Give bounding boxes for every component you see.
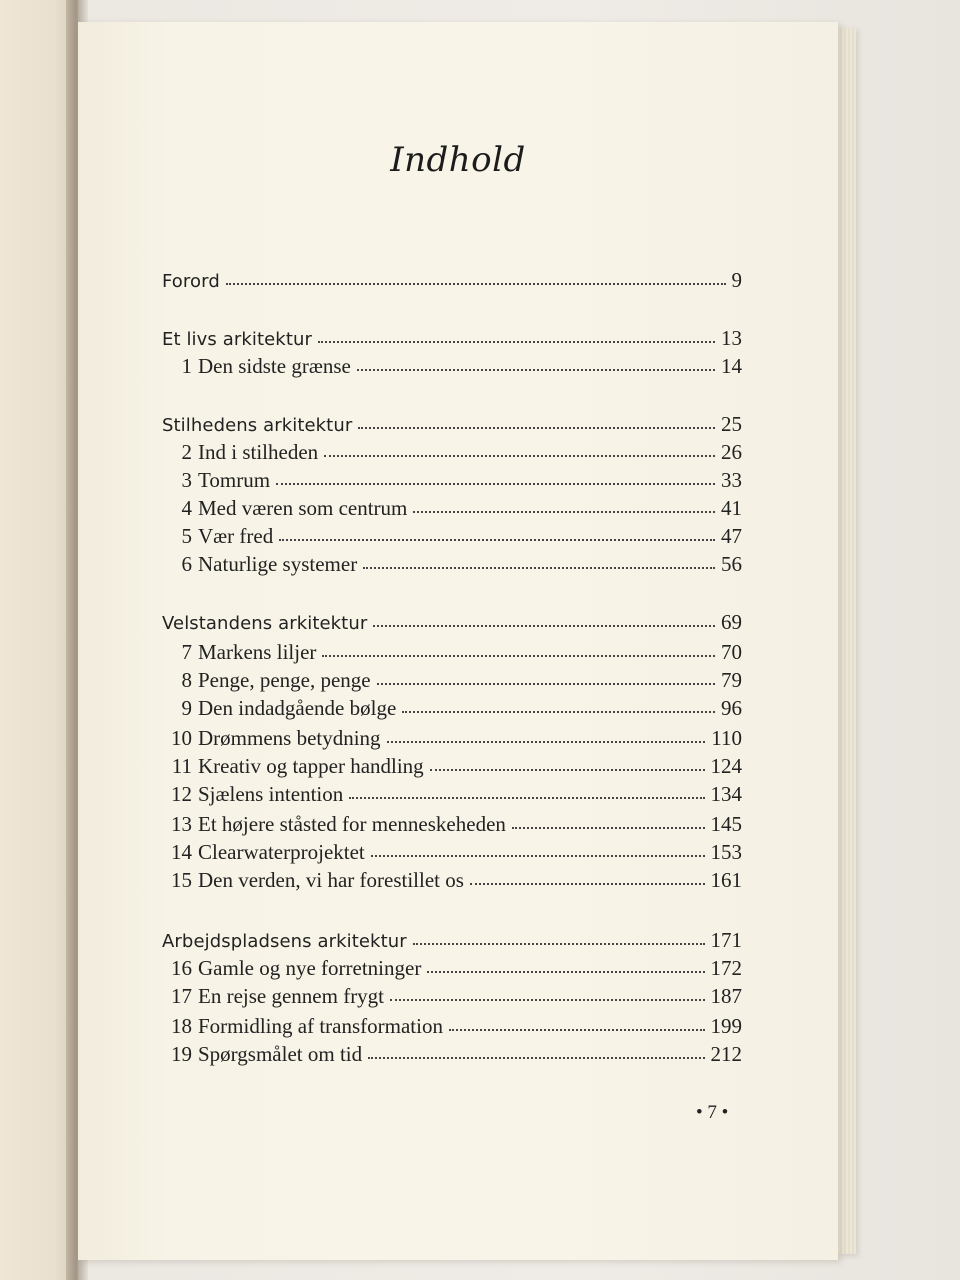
entry-page-number: 9 (731, 268, 742, 292)
entry-page-number: 199 (710, 1014, 742, 1038)
chapter-number: 6 (181, 552, 192, 576)
entry-page-number: 145 (710, 812, 742, 836)
entry-page-number: 33 (721, 468, 742, 492)
dot-leader (324, 454, 715, 457)
chapter-number: 4 (181, 496, 192, 520)
entry-page-number: 56 (721, 552, 742, 576)
dot-leader (357, 368, 715, 371)
dot-leader (226, 282, 726, 285)
entry-title: Et livs arkitektur (162, 329, 312, 350)
chapter-number: 5 (181, 524, 192, 548)
dot-leader (390, 998, 704, 1001)
dot-leader (512, 826, 705, 829)
chapter-number: 15 (171, 868, 192, 892)
chapter-number: 1 (181, 354, 192, 378)
entry-title: Et højere ståsted for menneskeheden (198, 812, 506, 836)
entry-title: Den verden, vi har forestillet os (198, 868, 464, 892)
toc-chapter-entry (162, 984, 742, 1016)
chapter-number: 19 (171, 1042, 192, 1066)
dot-leader (413, 942, 705, 945)
entry-page-number: 172 (710, 956, 742, 980)
dot-leader (371, 854, 705, 857)
dot-leader (373, 624, 715, 627)
toc-chapter-entry (162, 354, 742, 386)
entry-title: Den indadgående bølge (198, 696, 397, 720)
entry-page-number: 153 (710, 840, 742, 864)
entry-page-number: 25 (721, 412, 742, 436)
toc-chapter-entry (162, 782, 742, 814)
entry-page-number: 161 (710, 868, 742, 892)
entry-page-number: 124 (710, 754, 742, 778)
dot-leader (449, 1028, 705, 1031)
entry-title: En rejse gennem frygt (198, 984, 385, 1008)
dot-leader (349, 796, 704, 799)
entry-title: Den sidste grænse (198, 354, 351, 378)
chapter-number: 3 (181, 468, 192, 492)
entry-title: Velstandens arkitektur (162, 613, 368, 634)
dot-leader (427, 970, 704, 973)
entry-title: Penge, penge, penge (198, 668, 371, 692)
dot-leader (377, 682, 715, 685)
chapter-number: 10 (171, 726, 192, 750)
entry-title: Markens liljer (198, 640, 317, 664)
chapter-number: 11 (171, 754, 192, 778)
toc-chapter-entry (162, 552, 742, 584)
dot-leader (413, 510, 715, 513)
chapter-number: 7 (181, 640, 192, 664)
entry-title: Naturlige systemer (198, 552, 358, 576)
dot-leader (279, 538, 715, 541)
page-number: • 7 • (696, 1102, 729, 1123)
dot-leader (318, 340, 715, 343)
dot-leader (430, 768, 705, 771)
entry-page-number: 96 (721, 696, 742, 720)
entry-page-number: 110 (711, 726, 742, 750)
entry-page-number: 26 (721, 440, 742, 464)
toc-chapter-entry (162, 696, 742, 728)
entry-page-number: 13 (721, 326, 742, 350)
toc-chapter-entry (162, 1042, 742, 1074)
entry-title: Gamle og nye forretninger (198, 956, 422, 980)
entry-page-number: 14 (721, 354, 742, 378)
entry-page-number: 41 (721, 496, 742, 520)
entry-page-number: 212 (710, 1042, 742, 1066)
chapter-number: 13 (171, 812, 192, 836)
entry-title: Sjælens intention (198, 782, 344, 806)
entry-title: Med væren som centrum (198, 496, 408, 520)
entry-page-number: 79 (721, 668, 742, 692)
entry-page-number: 171 (710, 928, 742, 952)
dot-leader (363, 566, 715, 569)
toc-section-entry (162, 268, 742, 300)
entry-title: Clearwaterprojektet (198, 840, 365, 864)
dot-leader (387, 740, 706, 743)
chapter-number: 17 (171, 984, 192, 1008)
entry-page-number: 187 (710, 984, 742, 1008)
entry-title: Spørgsmålet om tid (198, 1042, 363, 1066)
dot-leader (322, 654, 715, 657)
entry-title: Arbejdspladsens arkitektur (162, 931, 407, 952)
entry-title: Stilhedens arkitektur (162, 415, 353, 436)
dot-leader (470, 882, 705, 885)
dot-leader (276, 482, 715, 485)
chapter-number: 12 (171, 782, 192, 806)
toc-section-entry (162, 610, 742, 642)
page-stack-edge (838, 28, 856, 1254)
entry-page-number: 47 (721, 524, 742, 548)
entry-title: Vær fred (198, 524, 274, 548)
book-page (78, 22, 838, 1260)
entry-title: Forord (162, 271, 220, 292)
chapter-number: 18 (171, 1014, 192, 1038)
chapter-number: 8 (181, 668, 192, 692)
chapter-number: 9 (181, 696, 192, 720)
entry-title: Tomrum (198, 468, 271, 492)
dot-leader (402, 710, 715, 713)
entry-page-number: 70 (721, 640, 742, 664)
entry-title: Drømmens betydning (198, 726, 381, 750)
chapter-number: 14 (171, 840, 192, 864)
entry-title: Formidling af transformation (198, 1014, 443, 1038)
toc-chapter-entry (162, 868, 742, 900)
page-title: Indhold (390, 140, 526, 180)
entry-page-number: 69 (721, 610, 742, 634)
dot-leader (358, 426, 715, 429)
entry-title: Ind i stilheden (198, 440, 319, 464)
dot-leader (368, 1056, 704, 1059)
entry-page-number: 134 (710, 782, 742, 806)
entry-title: Kreativ og tapper handling (198, 754, 424, 778)
chapter-number: 16 (171, 956, 192, 980)
chapter-number: 2 (181, 440, 192, 464)
